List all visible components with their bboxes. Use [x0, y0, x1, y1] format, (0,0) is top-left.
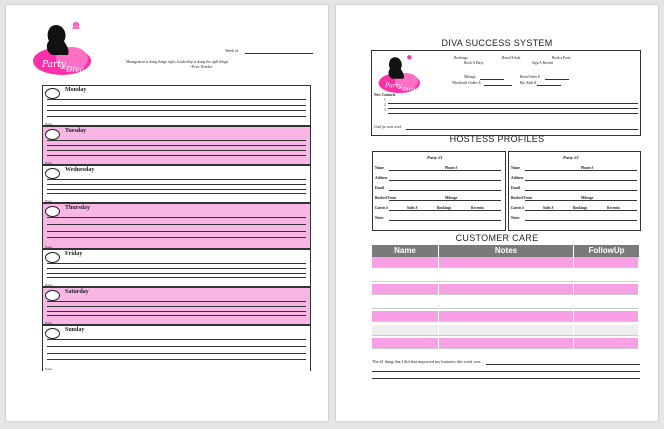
party-box-2	[508, 151, 641, 231]
goal-input[interactable]	[406, 129, 638, 130]
care-row	[372, 271, 639, 282]
contact-3-input[interactable]	[388, 113, 638, 114]
care-row	[372, 325, 639, 336]
party-field: Name	[375, 166, 384, 170]
party-field: Bookings	[573, 206, 588, 210]
care-cell-followup[interactable]	[574, 325, 639, 336]
wholesale-input[interactable]	[484, 85, 512, 86]
party-field: Address	[511, 176, 524, 180]
party-title: Party #2	[563, 155, 579, 160]
svg-text:Diva: Diva	[66, 65, 85, 74]
care-row	[372, 298, 639, 309]
care-cell-notes[interactable]	[439, 257, 574, 268]
day-block-monday	[42, 85, 311, 126]
party-input-line[interactable]	[389, 220, 501, 221]
bio-adds-field: Bio Adds $	[520, 81, 537, 85]
care-header-notes: Notes	[439, 245, 574, 257]
care-cell-notes[interactable]	[439, 338, 574, 349]
care-cell-name[interactable]	[372, 257, 439, 268]
day-line[interactable]	[47, 277, 306, 278]
care-row	[372, 311, 639, 322]
day-line[interactable]	[47, 150, 306, 151]
day-name: Wednesday	[65, 167, 95, 173]
party-input-line[interactable]	[525, 210, 637, 211]
day-checkbox[interactable]	[45, 290, 60, 301]
diva-logo-small	[374, 53, 426, 93]
bio-adds-input[interactable]	[537, 85, 561, 86]
day-line[interactable]	[47, 268, 306, 269]
care-cell-followup[interactable]	[574, 298, 639, 309]
day-line[interactable]	[47, 339, 306, 340]
day-line[interactable]	[47, 193, 306, 194]
care-cell-name[interactable]	[372, 311, 439, 322]
day-notes-label: Notes	[45, 122, 52, 126]
day-line[interactable]	[47, 301, 306, 302]
care-cell-name[interactable]	[372, 325, 439, 336]
day-line[interactable]	[47, 105, 306, 106]
day-name: Tuesday	[65, 128, 87, 134]
day-block-thursday	[42, 203, 311, 249]
svg-text:Party: Party	[42, 60, 67, 70]
party-input-line[interactable]	[525, 170, 637, 171]
retail-sales-input[interactable]	[545, 79, 569, 80]
party-field: Address	[375, 176, 388, 180]
day-line[interactable]	[47, 224, 306, 225]
party-field: Mileage	[445, 196, 458, 200]
day-notes-label: Notes	[45, 199, 52, 203]
party-field: Notes	[375, 216, 384, 220]
party-input-line[interactable]	[389, 200, 501, 201]
week-of-input[interactable]	[245, 53, 313, 54]
diva-logo	[32, 19, 94, 75]
party-field: Sales $	[407, 206, 418, 210]
care-cell-notes[interactable]	[439, 298, 574, 309]
care-row	[372, 257, 639, 268]
care-cell-followup[interactable]	[574, 271, 639, 282]
day-line[interactable]	[47, 116, 306, 117]
day-line[interactable]	[47, 145, 306, 146]
day-name: Sunday	[65, 327, 85, 333]
care-cell-name[interactable]	[372, 271, 439, 282]
day-checkbox[interactable]	[45, 88, 60, 99]
book-a-party-field: Book A Party	[464, 61, 484, 65]
day-name: Monday	[65, 87, 87, 93]
closing-question: The #1 thing that I did that improved my business this week was:	[372, 359, 482, 364]
contact-2-input[interactable]	[388, 108, 638, 109]
party-input-line[interactable]	[525, 220, 637, 221]
day-line[interactable]	[47, 140, 306, 141]
care-row	[372, 284, 639, 295]
day-line[interactable]	[47, 231, 306, 232]
day-line[interactable]	[47, 110, 306, 111]
day-block-wednesday	[42, 165, 311, 203]
party-box-1	[372, 151, 506, 231]
day-line[interactable]	[47, 184, 306, 185]
day-notes-label: Notes	[45, 321, 52, 325]
care-cell-name[interactable]	[372, 298, 439, 309]
hostess-title: HOSTESS PROFILES	[449, 134, 545, 144]
wholesale-field: Wholesale Orders $	[452, 81, 481, 85]
party-field: Sales $	[543, 206, 554, 210]
day-notes-label: Notes	[45, 161, 52, 165]
retail-sales-field: Retail Sales $	[520, 75, 540, 79]
party-input-line[interactable]	[389, 180, 501, 181]
party-field: Bookings	[437, 206, 452, 210]
party-field: Guests #	[375, 206, 389, 210]
success-box	[371, 50, 641, 136]
closing-line-1[interactable]	[486, 364, 640, 365]
day-checkbox[interactable]	[45, 168, 60, 179]
party-field: Phone #	[445, 166, 458, 170]
care-cell-notes[interactable]	[439, 311, 574, 322]
goal-label: Goal for next week	[374, 125, 402, 129]
care-cell-followup[interactable]	[574, 338, 639, 349]
sign-recruit-field: Sign A Recruit	[532, 61, 554, 65]
week-of-label: Week of	[225, 48, 239, 53]
care-cell-name[interactable]	[372, 284, 439, 295]
care-cell-name[interactable]	[372, 338, 439, 349]
day-checkbox[interactable]	[45, 129, 60, 140]
day-line[interactable]	[47, 189, 306, 190]
day-line[interactable]	[47, 273, 306, 274]
svg-text:Party: Party	[385, 81, 403, 90]
party-field: Mileage	[581, 196, 594, 200]
party-input-line[interactable]	[525, 180, 637, 181]
day-line[interactable]	[47, 263, 306, 264]
quote-author: ~Peter Drucker	[190, 65, 213, 69]
day-checkbox[interactable]	[45, 328, 60, 339]
day-line[interactable]	[47, 306, 306, 307]
party-field: Email	[375, 186, 385, 190]
care-cell-notes[interactable]	[439, 325, 574, 336]
day-block-tuesday	[42, 126, 311, 165]
day-line[interactable]	[47, 346, 306, 347]
bookings-field: Bookings	[454, 56, 468, 60]
planner-page-left	[6, 5, 328, 421]
contact-2-label: 2	[384, 103, 386, 107]
party-input-line[interactable]	[389, 170, 501, 171]
party-field: Recruits	[607, 206, 620, 210]
party-title: Party #1	[427, 155, 443, 160]
day-block-sunday	[42, 325, 311, 371]
day-block-friday	[42, 249, 311, 287]
day-block-saturday	[42, 287, 311, 325]
planner-page-right	[336, 5, 658, 421]
day-line[interactable]	[47, 359, 306, 360]
day-line[interactable]	[47, 315, 306, 316]
day-line[interactable]	[47, 99, 306, 100]
retail-sale-field: Retail $ Sale	[502, 56, 521, 60]
quote: Management is doing things right, Leadership is doing the right things.	[126, 60, 229, 64]
party-field: Email	[511, 186, 521, 190]
day-name: Saturday	[65, 289, 89, 295]
day-notes-label: Notes	[45, 245, 52, 249]
party-field: Booked From	[375, 196, 396, 200]
closing-line-3[interactable]	[372, 378, 640, 379]
mileage-field: Mileage	[464, 75, 476, 79]
day-name: Thursday	[65, 205, 91, 211]
party-input-line[interactable]	[389, 190, 501, 191]
party-input-line[interactable]	[525, 190, 637, 191]
care-cell-followup[interactable]	[574, 284, 639, 295]
party-field: Notes	[511, 216, 520, 220]
party-field: Recruits	[471, 206, 484, 210]
party-field: Name	[511, 166, 520, 170]
contact-1-input[interactable]	[388, 103, 638, 104]
customer-care-table	[372, 245, 639, 352]
day-notes-label: Notes	[45, 283, 52, 287]
care-header-name: Name	[372, 245, 439, 257]
day-line[interactable]	[47, 237, 306, 238]
party-field: Booked From	[511, 196, 532, 200]
day-line[interactable]	[47, 353, 306, 354]
care-cell-followup[interactable]	[574, 257, 639, 268]
svg-text:Diva: Diva	[402, 86, 416, 93]
care-cell-notes[interactable]	[439, 284, 574, 295]
closing-line-2[interactable]	[372, 371, 640, 372]
book-party-field: Book a Party	[552, 56, 571, 60]
day-name: Friday	[65, 251, 83, 257]
contact-1-label: 1	[384, 98, 386, 102]
day-line[interactable]	[47, 155, 306, 156]
party-field: Phone #	[581, 166, 594, 170]
care-title: CUSTOMER CARE	[455, 233, 539, 243]
day-checkbox[interactable]	[45, 206, 60, 217]
day-checkbox[interactable]	[45, 252, 60, 263]
day-line[interactable]	[47, 311, 306, 312]
day-notes-label: Notes	[45, 367, 52, 371]
party-input-line[interactable]	[525, 200, 637, 201]
contact-3-label: 3	[384, 108, 386, 112]
care-cell-followup[interactable]	[574, 311, 639, 322]
day-line[interactable]	[47, 179, 306, 180]
success-title: DIVA SUCCESS SYSTEM	[441, 38, 553, 48]
mileage-input[interactable]	[480, 79, 504, 80]
party-field: Guests #	[511, 206, 525, 210]
day-line[interactable]	[47, 217, 306, 218]
care-cell-notes[interactable]	[439, 271, 574, 282]
care-header-followup: FollowUp	[574, 245, 639, 257]
care-row	[372, 338, 639, 349]
new-contacts-label: New Contacts	[374, 93, 396, 97]
party-input-line[interactable]	[389, 210, 501, 211]
